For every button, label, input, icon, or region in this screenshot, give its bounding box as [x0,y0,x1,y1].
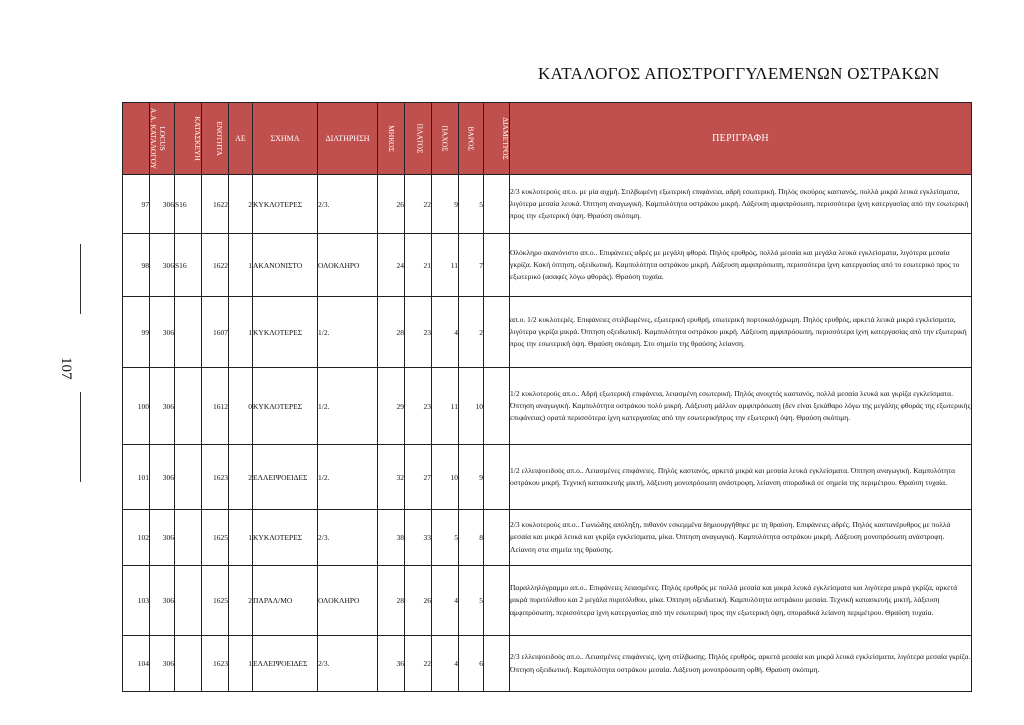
cell-schima: ΠΑΡΑΛ/ΜΟ [253,566,318,636]
table-row [123,297,972,368]
cell-diametros [484,175,510,234]
cell-mikos: 24 [378,234,405,297]
cell-varos: 5 [459,566,484,636]
cell-diatirisi: 2/3. [318,636,378,692]
header-diametros: ΔΙΑΜΕΤΡΟΣ [484,103,510,175]
cell-locus: 306 [150,510,175,566]
cell-ae: 1 [229,297,253,368]
cell-diatirisi: 1/2. [318,445,378,510]
page-title: ΚΑΤΑΛΟΓΟΣ ΑΠΟΣΤΡΟΓΓΥΛΕΜΕΝΩΝ ΟΣΤΡΑΚΩΝ [538,64,940,83]
cell-perigrafi: 2/3 ελλειψοειδούς απ.ο.. Λειασμένες επιφάνειες, ίχνη στίλβωσης. Πηλός ερυθρός, αρκετά μεσαία και μικρά λευκά εγκλείσματα, λιγότερα μεσαία γκρίζα. Όπτηση οξειδωτική. Καμπυλότητα οστράκου μεσαία. Λάξευση μονοπρόσωπη ορθή. Θραύση σκόπιμη. [510,636,972,692]
cell-schima: ΕΛΛΕΙΨΟΕΙΔΕΣ [253,445,318,510]
cell-enotita: 1622 [202,175,229,234]
table-header-row [123,103,972,175]
cell-mikos: 28 [378,297,405,368]
header-kataskevi: ΚΑΤΑΣΚΕΥΗ [175,103,202,175]
cell-varos: 10 [459,368,484,445]
cell-ae: 2 [229,445,253,510]
cell-platos: 23 [405,297,432,368]
cell-varos: 6 [459,636,484,692]
table-row [123,175,972,234]
cell-diametros [484,297,510,368]
cell-pachos: 10 [432,445,459,510]
cell-pachos: 9 [432,175,459,234]
cell-schima: ΚΥΚΛΟΤΕΡΕΣ [253,368,318,445]
cell-diatirisi: 1/2. [318,297,378,368]
cell-platos: 21 [405,234,432,297]
cell-platos: 22 [405,636,432,692]
cell-aa: 102 [123,510,150,566]
cell-pachos: 11 [432,368,459,445]
cell-schima: ΚΥΚΛΟΤΕΡΕΣ [253,175,318,234]
cell-schima: ΑΚΑΝΟΝΙΣΤΟ [253,234,318,297]
table-row [123,566,972,636]
table-row [123,510,972,566]
cell-varos: 9 [459,445,484,510]
header-platos: ΠΛΑΤΟΣ [405,103,432,175]
cell-mikos: 29 [378,368,405,445]
cell-ae: 1 [229,636,253,692]
header-aa: Α.Α. ΚΑΤΑΛΟΓΟΥ [123,103,150,175]
cell-locus: 306 [150,297,175,368]
cell-aa: 100 [123,368,150,445]
cell-kataskevi [175,368,202,445]
cell-varos: 8 [459,510,484,566]
cell-enotita: 1625 [202,510,229,566]
cell-perigrafi: απ.ο. 1/2 κυκλοτερές. Επιφάνειες στιλβωμένες, εξωτερική ερυθρή, εσωτερική πορτοκαλόχρωμη. Πηλός ερυθρός, αρκετά λευκά μικρά εγκλείσματα, λιγότερα γκρίζα μικρά. Όπτηση οξειδωτική. Καμπυλότητα οστράκου μικρή. Λάξευση αμφιπρόσωπη, περισσότερα ίχνη κατεργασίας από την εξωτερική προς την εσωτερική όψη. Θραύση σκόπιμη. Στο σημείο της θραύσης λείανση. [510,297,972,368]
cell-diametros [484,368,510,445]
cell-mikos: 36 [378,636,405,692]
cell-pachos: 5 [432,510,459,566]
cell-kataskevi [175,510,202,566]
header-mikos: ΜΗΚΟΣ [378,103,405,175]
cell-kataskevi [175,566,202,636]
cell-platos: 22 [405,175,432,234]
header-diatirisi: ΔΙΑΤΗΡΗΣΗ [318,103,378,175]
cell-varos: 2 [459,297,484,368]
cell-platos: 27 [405,445,432,510]
header-schima: ΣΧΗΜΑ [253,103,318,175]
header-varos: ΒΑΡΟΣ [459,103,484,175]
cell-aa: 98 [123,234,150,297]
cell-diatirisi: 2/3. [318,510,378,566]
cell-locus: 306 [150,368,175,445]
cell-diametros [484,234,510,297]
cell-perigrafi: 2/3 κυκλοτερούς απ.ο. με μία αιχμή. Στιλβωμένη εξωτερική επιφάνεια, αδρή εσωτερική. Πηλός σκούρος καστανός, πολλά μικρά λευκά εγκλείσματα, λιγότερα μεσαία λευκά. Όπτηση αναγωγική. Καμπυλότητα οστράκου μικρή. Λάξευση αμφιπρόσωπη, περισσότερα ίχνη κατεργασίας από την εσωτερική προς την εξωτερική όψη. Θραύση σκόπιμη. [510,175,972,234]
table-row [123,445,972,510]
cell-varos: 5 [459,175,484,234]
cell-pachos: 4 [432,636,459,692]
catalogue-table [122,102,972,692]
cell-diatirisi: ΟΛΟΚΛΗΡΟ [318,234,378,297]
cell-perigrafi: 1/2 ελλειψοειδούς απ.ο.. Λειασμένες επιφάνειες. Πηλός καστανός, αρκετά μικρά και μεσαία λευκά εγκλείσματα. Όπτηση αναγωγική. Καμπυλότητα οστράκου μικρή. Τεχνική κατασκευής μικτή, λάξευση μονοπρόσωπη ανάστροφη, λείανση σποραδικά σε σημεία της περιμέτρου. Θραύση τυχαία. [510,445,972,510]
cell-ae: 1 [229,234,253,297]
cell-aa: 101 [123,445,150,510]
cell-locus: 306 [150,636,175,692]
cell-ae: 0 [229,368,253,445]
cell-enotita: 1607 [202,297,229,368]
cell-kataskevi [175,445,202,510]
cell-locus: 306 [150,566,175,636]
header-locus: LOCUS [150,103,175,175]
table-row [123,368,972,445]
cell-enotita: 1612 [202,368,229,445]
cell-diatirisi: 1/2. [318,368,378,445]
cell-enotita: 1625 [202,566,229,636]
cell-diametros [484,636,510,692]
cell-mikos: 38 [378,510,405,566]
cell-enotita: 1623 [202,445,229,510]
cell-locus: 306 [150,234,175,297]
cell-schima: ΚΥΚΛΟΤΕΡΕΣ [253,297,318,368]
cell-perigrafi: Παραλληλόγραμμο απ.ο.. Επιφάνειες λειασμένες. Πηλός ερυθρός με πολλά μεσαία και μικρά λευκά εγκλείσματα και λιγότερα μικρά γκρίζα, αρκετά μικρά πυριτόλιθου και 2 μεγάλα πυριτόλιθου, μίκα. Όπτηση οξειδωτική. Καμπυλότητα οστράκου μεσαία. Τεχνική κατασκευής μικτή, λάξευση αμφιπρόσωπη, περισσότερα ίχνη κατεργασίας από την εσωτερική προς την εξωτερική όψη, σποραδικά λείανση περιμέτρου. Θραύση τυχαία. [510,566,972,636]
cell-aa: 104 [123,636,150,692]
header-perigrafi: ΠΕΡΙΓΡΑΦΗ [510,103,972,175]
cell-platos: 23 [405,368,432,445]
cell-schima: ΕΛΛΕΙΨΟΕΙΔΕΣ [253,636,318,692]
cell-diatirisi: 2/3. [318,175,378,234]
table-row [123,234,972,297]
header-enotita: ΕΝΟΤΗΤΑ [202,103,229,175]
cell-varos: 7 [459,234,484,297]
cell-enotita: 1622 [202,234,229,297]
cell-kataskevi [175,297,202,368]
cell-aa: 103 [123,566,150,636]
cell-diametros [484,445,510,510]
page-number: 107 [58,357,74,380]
cell-enotita: 1623 [202,636,229,692]
cell-mikos: 32 [378,445,405,510]
margin-rule-bottom [80,392,81,482]
cell-perigrafi: Ολόκληρο ακανόνιστο απ.ο.. Επιφάνειες αδρές με μεγάλη φθορά. Πηλός ερυθρός, πολλά μεσαία και μεγάλα λευκά εγκλείσματα, λιγότερα μεσαία γκρίζα. Κακή όπτηση, οξειδωτική. Καμπυλότητα οστράκου μικρή. Λάξευση αμφιπρόσωπη, περισσότερα ίχνη κατεργασίας από το εσωτερικό προς το εξωτερικό (ασαφές λόγω φθοράς). Θραύση τυχαία. [510,234,972,297]
cell-ae: 1 [229,510,253,566]
cell-locus: 306 [150,445,175,510]
cell-pachos: 4 [432,566,459,636]
cell-diametros [484,566,510,636]
cell-ae: 2 [229,175,253,234]
cell-kataskevi: S16 [175,175,202,234]
cell-aa: 97 [123,175,150,234]
cell-aa: 99 [123,297,150,368]
cell-locus: 306 [150,175,175,234]
cell-perigrafi: 2/3 κυκλοτερούς απ.ο.. Γωνιώδης απόληξη, πιθανόν εσκεμμένα δημιουργήθηκε με τη θραύση. Επιφάνειες αδρές. Πηλός καστανέρυθρος με πολλά μεσαία και μικρά λευκά και γκρίζα εγκλείσματα, μίκα. Όπτηση αναγωγική. Καμπυλότητα οστράκου μικρή. Λάξευση μονοπρόσωπη ανάστροφη. Λείανση στα σημεία της θραύσης. [510,510,972,566]
cell-perigrafi: 1/2 κυκλοτερούς απ.ο.. Αδρή εξωτερική επιφάνεια, λειασμένη εσωτερική. Πηλός ανοιχτός καστανός, πολλά μεσαία λευκά και γκρίζα εγκλείσματα. Όπτηση αναγωγική. Καμπυλότητα οστράκου πολύ μικρή. Λάξευση μάλλον αμφιπρόσωπη (δεν είναι ξεκάθαρο λόγω της μεγάλης φθοράς της εξωτερικής επιφάνειας) ορατά περισσότερα ίχνη κατεργασίας από την εσωτερικήπρος την εξωτερική όψη. Θραύση σκόπιμη. [510,368,972,445]
margin-rule-top [80,244,81,314]
cell-ae: 2 [229,566,253,636]
cell-diatirisi: ΟΛΟΚΛΗΡΟ [318,566,378,636]
cell-mikos: 28 [378,566,405,636]
header-ae: ΑΕ [229,103,253,175]
cell-mikos: 26 [378,175,405,234]
cell-pachos: 4 [432,297,459,368]
cell-kataskevi: S16 [175,234,202,297]
cell-schima: ΚΥΚΛΟΤΕΡΕΣ [253,510,318,566]
cell-pachos: 11 [432,234,459,297]
cell-platos: 26 [405,566,432,636]
cell-kataskevi [175,636,202,692]
header-pachos: ΠΑΧΟΣ [432,103,459,175]
table-row [123,636,972,692]
cell-diametros [484,510,510,566]
cell-platos: 33 [405,510,432,566]
